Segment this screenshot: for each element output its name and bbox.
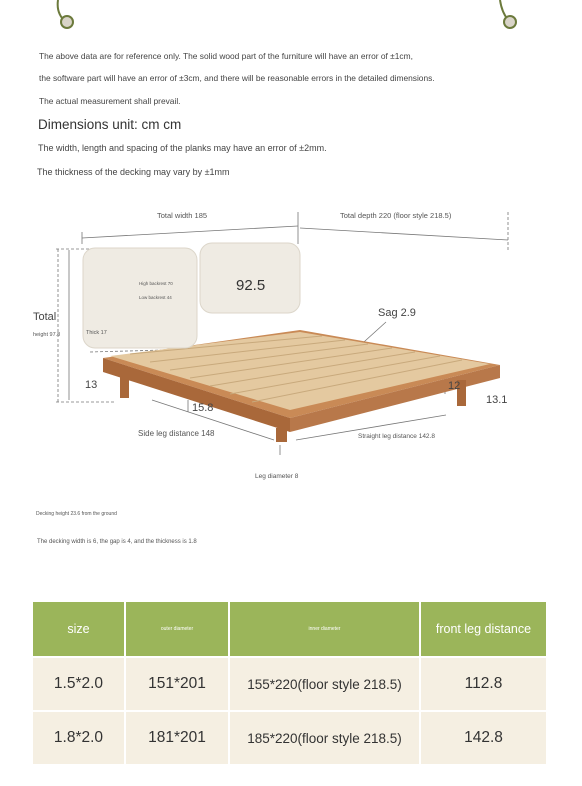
cell-front-leg: 112.8 — [421, 658, 546, 710]
backrest-width-label: 92.5 — [236, 277, 266, 294]
straight-leg-distance-label: Straight leg distance 142.8 — [358, 433, 435, 440]
cell-size: 1.8*2.0 — [33, 712, 124, 764]
cell-outer: 181*201 — [126, 712, 228, 764]
total-label: Total — [33, 311, 57, 323]
cell-front-leg: 142.8 — [421, 712, 546, 764]
table-row — [33, 712, 546, 764]
total-width-label: Total width 185 — [157, 211, 208, 220]
spec-table-header — [33, 602, 546, 656]
hook-decoration-right — [494, 0, 524, 34]
cell-outer: 151*201 — [126, 658, 228, 710]
header-front-leg-distance: front leg distance — [421, 602, 546, 656]
sag-label: Sag 2.9 — [378, 307, 416, 319]
table-row — [33, 658, 546, 710]
leg-diameter-label: Leg diameter 8 — [255, 473, 299, 480]
hook-decoration-left — [50, 0, 80, 34]
dim-15-8-label: 15.8 — [192, 402, 214, 414]
cell-size: 1.5*2.0 — [33, 658, 124, 710]
decking-width-note: The decking width is 6, the gap is 4, and the thickness is 1.8 — [37, 539, 197, 545]
side-leg-distance-label: Side leg distance 148 — [138, 429, 215, 438]
decking-thickness-note: The thickness of the decking may vary by ±1mm — [37, 167, 230, 177]
header-outer-diameter: outer diameter — [126, 602, 228, 656]
dim-13-1-label: 13.1 — [486, 394, 508, 406]
header-size: size — [33, 602, 124, 656]
dimensions-heading: Dimensions unit: cm cm — [38, 117, 182, 132]
cell-inner: 185*220(floor style 218.5) — [230, 712, 419, 764]
thick-label: Thick 17 — [86, 330, 107, 336]
note-line-1: The above data are for reference only. The solid wood part of the furniture will have an error of ±1cm, — [39, 51, 413, 61]
dim-13-label: 13 — [85, 379, 98, 391]
note-line-2: the software part will have an error of ±3cm, and there will be reasonable errors in the detailed dimensions. — [39, 73, 435, 83]
high-backrest-label: High backrest 70 — [139, 281, 173, 286]
note-line-3: The actual measurement shall prevail. — [39, 96, 181, 106]
plank-note: The width, length and spacing of the planks may have an error of ±2mm. — [38, 143, 327, 153]
low-backrest-label: Low backrest 44 — [139, 295, 172, 300]
decking-height-note: Decking height 23.6 from the ground — [36, 511, 117, 517]
header-inner-diameter: inner diameter — [230, 602, 419, 656]
total-depth-label: Total depth 220 (floor style 218.5) — [340, 211, 452, 220]
dim-12-label: 12 — [448, 380, 461, 392]
spec-table — [31, 600, 548, 766]
cell-inner: 155*220(floor style 218.5) — [230, 658, 419, 710]
total-height-label: height 97.8 — [33, 332, 61, 338]
